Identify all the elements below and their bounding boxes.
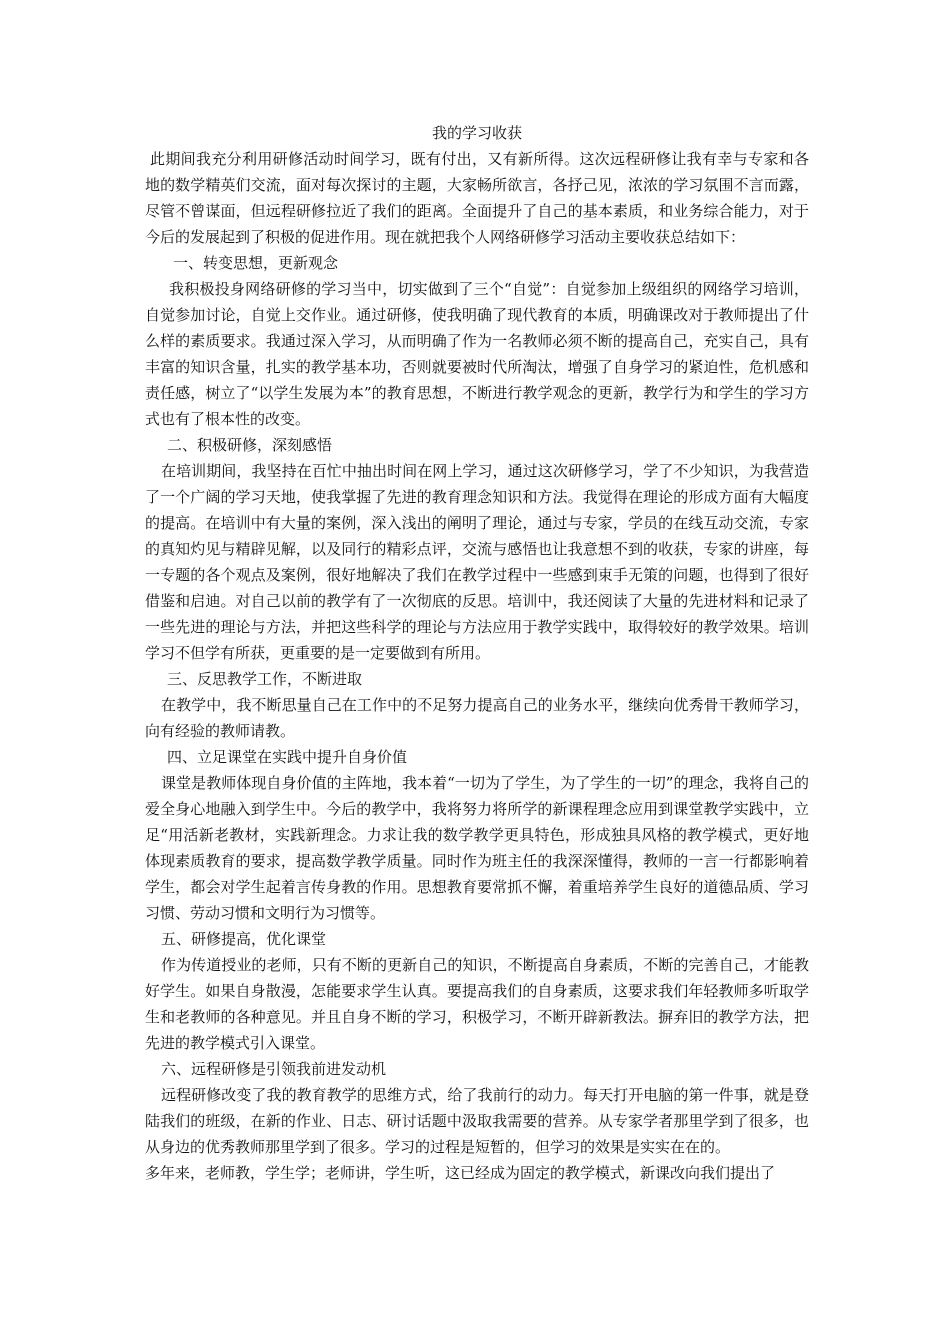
section-heading-2: 二、积极研修，深刻感悟 <box>167 436 333 454</box>
intro-paragraph: 此期间我充分利用研修活动时间学习，既有付出，又有新所得。这次远程研修让我有幸与专家和各地的数学精英们交流，面对每次探讨的主题，大家畅所欲言，各抒己见，浓浓的学习氛围不言而露，尽管不曾谋面，但远程研修拉近了我们的距离。全面提升了自己的基本素质，和业务综合能力，对于今后的发展起到了积极的促进作用。现在就把我个人网络研修学习活动主要收获总结如下： <box>145 150 809 246</box>
section-heading-1: 一、转变思想，更新观念 <box>173 254 339 272</box>
section-body-3: 在教学中，我不断思量自己在工作中的不足努力提高自己的业务水平，继续向优秀骨干教师学习，向有经验的教师请教。 <box>145 696 809 740</box>
section-body-5: 作为传道授业的老师，只有不断的更新自己的知识，不断提高自身素质，不断的完善自己，才能教好学生。如果自身散漫，怎能要求学生认真。要提高我们的自身素质，这要求我们年轻教师多听取学生和老教师的各种意见。并且自身不断的学习，积极学习，不断开辟新教法。摒弃旧的教学方法，把先进的教学模式引入课堂。 <box>145 956 809 1052</box>
document-page <box>145 120 809 1186</box>
section-heading-4: 四、立足课堂在实践中提升自身价值 <box>167 748 408 766</box>
section-body-2: 在培训期间，我坚持在百忙中抽出时间在网上学习，通过这次研修学习，学了不少知识，为我营造了一个广阔的学习天地，使我掌握了先进的教育理念知识和方法。我觉得在理论的形成方面有大幅度的提高。在培训中有大量的案例，深入浅出的阐明了理论，通过与专家，学员的在线互动交流，专家的真知灼见与精辟见解，以及同行的精彩点评，交流与感悟也让我意想不到的收获，专家的讲座，每一专题的各个观点及案例，很好地解决了我们在教学过程中一些感到束手无策的问题，也得到了很好借鉴和启迪。对自己以前的教学有了一次彻底的反思。培训中，我还阅读了大量的先进材料和记录了一些先进的理论与方法，并把这些科学的理论与方法应用于教学实践中，取得较好的教学效果。培训学习不但学有所获，更重要的是一定要做到有所用。 <box>145 462 809 662</box>
section-heading-6: 六、远程研修是引领我前进发动机 <box>161 1060 387 1078</box>
section-body-1: 我积极投身网络研修的学习当中，切实做到了三个“自觉”：自觉参加上级组织的网络学习培训，自觉参加讨论，自觉上交作业。通过研修，使我明确了现代教育的本质，明确课改对于教师提出了什么样的素质要求。我通过深入学习，从而明确了作为一名教师必须不断的提高自己，充实自己，具有丰富的知识含量，扎实的教学基本功，否则就要被时代所淘汰，增强了自身学习的紧迫性，危机感和责任感，树立了“以学生发展为本”的教育思想，不断进行教学观念的更新，教学行为和学生的学习方式也有了根本性的改变。 <box>145 280 809 428</box>
document-title: 我的学习收获 <box>431 124 522 142</box>
section-heading-3: 三、反思教学工作，不断进取 <box>167 670 363 688</box>
section-body-4: 课堂是教师体现自身价值的主阵地，我本着“一切为了学生，为了学生的一切”的理念，我将自己的爱全身心地融入到学生中。今后的教学中，我将努力将所学的新课程理念应用到课堂教学实践中，立足“用活新老教材，实践新理念。力求让我的数学教学更具特色，形成独具风格的教学模式，更好地体现素质教育的要求，提高数学教学质量。同时作为班主任的我深深懂得，教师的一言一行都影响着学生，都会对学生起着言传身教的作用。思想教育要常抓不懈，着重培养学生良好的道德品质、学习习惯、劳动习惯和文明行为习惯等。 <box>145 774 809 922</box>
section-body-6: 远程研修改变了我的教育教学的思维方式，给了我前行的动力。每天打开电脑的第一件事，就是登陆我们的班级，在新的作业、日志、研讨话题中汲取我需要的营养。从专家学者那里学到了很多，也从身边的优秀教师那里学到了很多。学习的过程是短暂的，但学习的效果是实实在在的。 <box>145 1086 809 1156</box>
closing-paragraph: 多年来，老师教，学生学；老师讲，学生听，这已经成为固定的教学模式，新课改向我们提出了 <box>145 1164 776 1182</box>
section-heading-5: 五、研修提高，优化课堂 <box>161 930 327 948</box>
